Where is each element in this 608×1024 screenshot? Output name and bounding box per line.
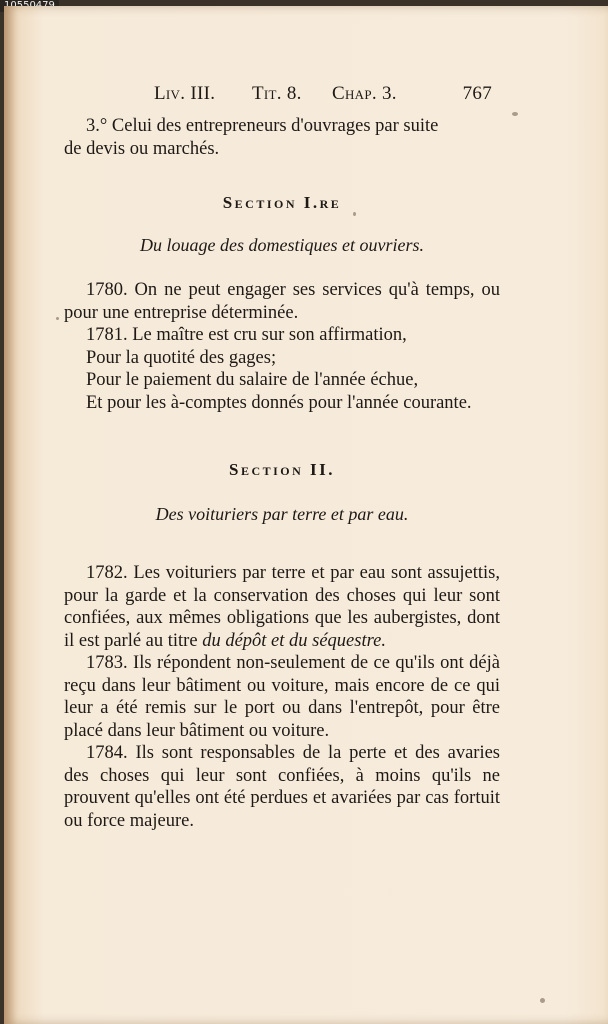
ink-speck	[56, 317, 59, 320]
section-1-subtitle-block	[64, 233, 500, 257]
header-titre: Tit. 8.	[252, 83, 302, 104]
article-1783: 1783. Ils répondent non-seulement de ce qu'ils ont déjà reçu dans leur bâtiment ou voiture, mais encore de ce qui leur a été remis sur le port ou dans l'entrepôt, pour être placé dans leur bâtiment ou voiture.	[64, 653, 500, 741]
ink-speck	[540, 998, 545, 1003]
intro-line-2: de devis ou marchés.	[64, 138, 220, 159]
section-2-heading	[64, 458, 500, 482]
section-1-body	[64, 279, 500, 414]
article-1781-item-c: Et pour les à-comptes donnés pour l'année courante.	[86, 392, 472, 413]
section-2-body	[64, 562, 500, 832]
section-2-subtitle: Des voituriers par terre et par eau.	[155, 504, 409, 524]
ink-speck	[512, 112, 518, 116]
book-page	[4, 6, 608, 1024]
article-1784: 1784. Ils sont responsables de la perte et des avaries des choses qui leur sont confiées, à moins qu'ils ne prouvent qu'elles ont été perdues et avariées par cas fortuit ou force majeure.	[64, 743, 500, 831]
intro-line-1: 3.° Celui des entrepreneurs d'ouvrages par suite	[86, 116, 439, 136]
article-1781-item-b: Pour le paiement du salaire de l'année échue,	[86, 370, 419, 390]
article-1780: 1780. On ne peut engager ses services qu'à temps, ou pour une entreprise déterminée.	[64, 280, 500, 323]
article-1781: 1781. Le maître est cru sur son affirmation,	[86, 325, 407, 345]
section-1-subtitle: Du louage des domestiques et ouvriers.	[140, 235, 424, 255]
header-chapitre: Chap. 3.	[332, 83, 397, 104]
page-number: 767	[462, 83, 492, 104]
section-1-heading	[64, 191, 500, 215]
ink-speck	[353, 212, 356, 216]
article-1782-reference: du dépôt et du séquestre.	[202, 630, 386, 651]
section-1-title: Section I.re	[222, 193, 342, 212]
article-1782	[64, 562, 500, 652]
header-livre: Liv. III.	[154, 83, 216, 104]
intro-paragraph	[64, 115, 500, 160]
article-1781-item-a: Pour la quotité des gages;	[86, 347, 277, 368]
article-1782-text: 1782. Les voituriers par terre et par eau sont assujettis, pour la garde et la conservation des choses qui leur sont confiées, aux mêmes obligations que les aubergistes, dont il est parlé au titre	[64, 563, 500, 651]
section-2-title: Section II.	[228, 460, 336, 479]
section-2-subtitle-block	[64, 502, 500, 526]
